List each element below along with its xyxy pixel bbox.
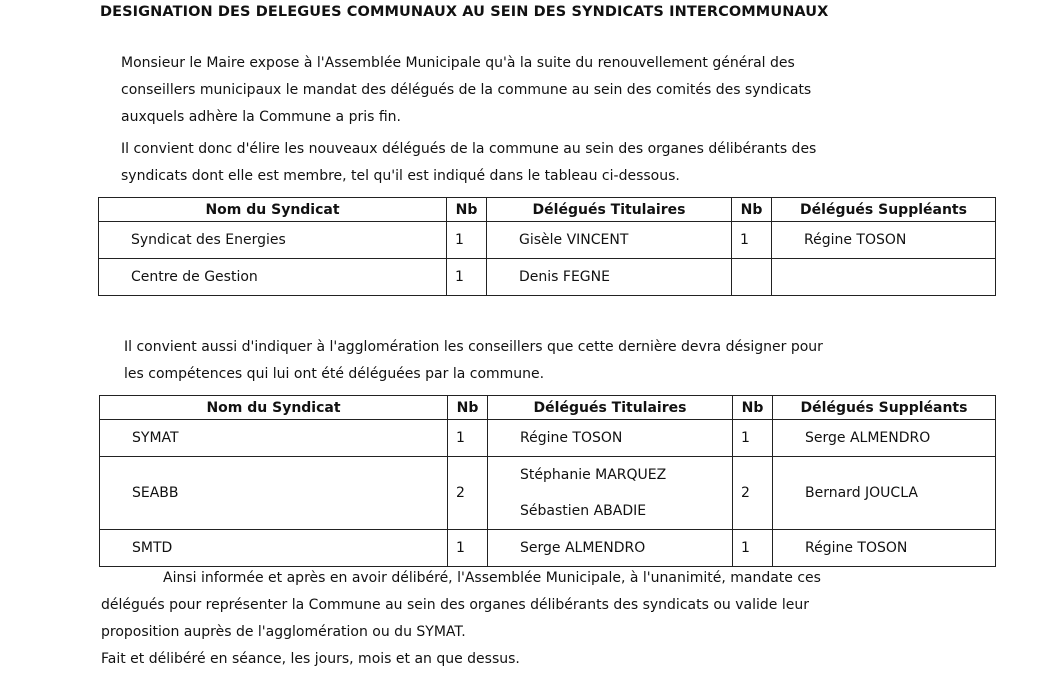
- suppleant-name: Bernard JOUCLA: [773, 457, 996, 530]
- text-line: Il convient aussi d'indiquer à l'agglomération les conseillers que cette dernière devra désigner pour: [124, 339, 823, 355]
- column-header-suppleants: Délégués Suppléants: [773, 396, 996, 420]
- column-header-name: Nom du Syndicat: [99, 198, 447, 222]
- text-line: Il convient donc d'élire les nouveaux délégués de la commune au sein des organes délibérants des: [121, 141, 817, 157]
- text-line: Monsieur le Maire expose à l'Assemblée Municipale qu'à la suite du renouvellement général des: [121, 55, 795, 71]
- text-line: syndicats dont elle est membre, tel qu'il est indiqué dans le tableau ci-dessous.: [121, 168, 680, 184]
- column-header-nb: Nb: [732, 198, 772, 222]
- syndicat-name: Syndicat des Energies: [99, 222, 447, 259]
- text-line: proposition auprès de l'agglomération ou du SYMAT.: [101, 624, 466, 640]
- nb-titulaires: 1: [448, 530, 488, 567]
- paragraph-election: [121, 136, 816, 190]
- text-line: délégués pour représenter la Commune au sein des organes délibérants des syndicats ou valide leur: [101, 597, 809, 613]
- column-header-nb: Nb: [733, 396, 773, 420]
- nb-suppleants: 1: [732, 222, 772, 259]
- column-header-name: Nom du Syndicat: [100, 396, 448, 420]
- titulaire-name: Régine TOSON: [488, 420, 733, 457]
- table-header-row: [99, 198, 996, 222]
- nb-suppleants: 1: [733, 530, 773, 567]
- table-header-row: [100, 396, 996, 420]
- nb-titulaires: 2: [448, 457, 488, 530]
- suppleant-name: Serge ALMENDRO: [773, 420, 996, 457]
- text-line: Ainsi informée et après en avoir délibéré, l'Assemblée Municipale, à l'unanimité, mandate ces: [163, 570, 821, 586]
- nb-titulaires: 1: [448, 420, 488, 457]
- nb-suppleants: [732, 259, 772, 296]
- paragraph-agglomeration: [124, 334, 823, 388]
- table-row: [100, 457, 996, 530]
- titulaire-name: Denis FEGNE: [487, 259, 732, 296]
- titulaire-names: [488, 457, 733, 530]
- syndicat-name: SYMAT: [100, 420, 448, 457]
- nb-suppleants: 2: [733, 457, 773, 530]
- nb-titulaires: 1: [447, 259, 487, 296]
- titulaire-name: Sébastien ABADIE: [520, 503, 647, 519]
- page-title: DESIGNATION DES DELEGUES COMMUNAUX AU SEIN DES SYNDICATS INTERCOMMUNAUX: [100, 4, 829, 20]
- text-line: auxquels adhère la Commune a pris fin.: [121, 109, 401, 125]
- suppleant-name: Régine TOSON: [773, 530, 996, 567]
- table-row: [100, 420, 996, 457]
- titulaire-name: Serge ALMENDRO: [488, 530, 733, 567]
- syndicat-name: Centre de Gestion: [99, 259, 447, 296]
- paragraph-conclusion: [101, 565, 821, 673]
- nb-suppleants: 1: [733, 420, 773, 457]
- column-header-titulaires: Délégués Titulaires: [488, 396, 733, 420]
- column-header-titulaires: Délégués Titulaires: [487, 198, 732, 222]
- titulaire-name: Gisèle VINCENT: [487, 222, 732, 259]
- table-row: [100, 530, 996, 567]
- text-line: conseillers municipaux le mandat des délégués de la commune au sein des comités des syndicats: [121, 82, 812, 98]
- column-header-nb: Nb: [448, 396, 488, 420]
- suppleant-name: [772, 259, 996, 296]
- table-row: [99, 222, 996, 259]
- text-line: Fait et délibéré en séance, les jours, mois et an que dessus.: [101, 651, 520, 667]
- titulaire-name: Stéphanie MARQUEZ: [520, 467, 667, 483]
- suppleant-name: Régine TOSON: [772, 222, 996, 259]
- table-row: [99, 259, 996, 296]
- paragraph-intro: [121, 50, 811, 131]
- delegates-table-agglomeration: [99, 395, 996, 567]
- delegates-table-syndicats: [98, 197, 996, 296]
- syndicat-name: SMTD: [100, 530, 448, 567]
- nb-titulaires: 1: [447, 222, 487, 259]
- text-line: les compétences qui lui ont été déléguées par la commune.: [124, 366, 545, 382]
- column-header-nb: Nb: [447, 198, 487, 222]
- syndicat-name: SEABB: [100, 457, 448, 530]
- column-header-suppleants: Délégués Suppléants: [772, 198, 996, 222]
